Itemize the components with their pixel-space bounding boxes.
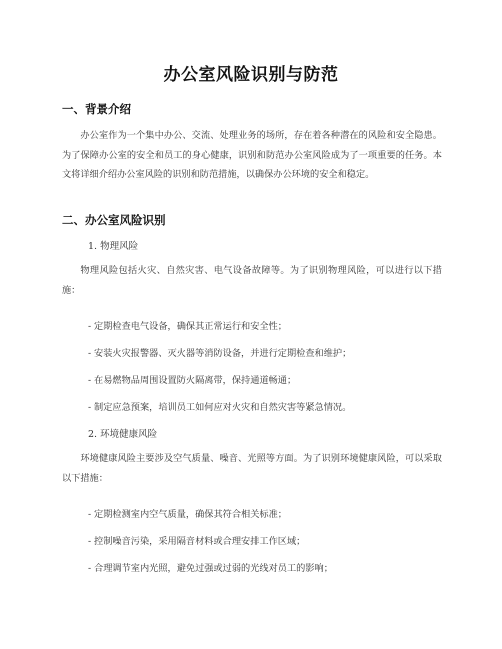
list-item: - 在易燃物品周围设置防火隔离带，保持通道畅通； bbox=[88, 375, 297, 386]
list-item: - 合理调节室内光照，避免过强或过弱的光线对员工的影响； bbox=[88, 563, 333, 574]
section-heading-background: 一、背景介绍 bbox=[62, 102, 131, 116]
background-paragraph: 办公室作为一个集中办公、交流、处理业务的场所，存在着各种潜在的风险和安全隐患。为了保障办公室的安全和员工的身心健康，识别和防范办公室风险成为了一项重要的任务。本文将详细介绍办公室风险的识别和防范措施，以确保办公环境的安全和稳定。 bbox=[62, 130, 442, 180]
list-item: - 定期检测室内空气质量，确保其符合相关标准； bbox=[88, 509, 287, 520]
subheading-environmental-health-risk: 2. 环境健康风险 bbox=[88, 429, 158, 440]
environmental-risk-paragraph: 环境健康风险主要涉及空气质量、噪音、光照等方面。为了识别环境健康风险，可以采取以下措施： bbox=[62, 453, 442, 484]
list-item: - 定期检查电气设备，确保其正常运行和安全性； bbox=[88, 321, 287, 332]
document-title: 办公室风险识别与防范 bbox=[163, 65, 339, 85]
physical-risk-paragraph: 物理风险包括火灾、自然灾害、电气设备故障等。为了识别物理风险，可以进行以下措施： bbox=[62, 265, 442, 296]
list-item: - 控制噪音污染，采用隔音材料或合理安排工作区域； bbox=[88, 536, 306, 547]
list-item: - 安装火灾报警器、灭火器等消防设备，并进行定期检查和维护； bbox=[88, 348, 352, 359]
section-heading-risk-identification: 二、办公室风险识别 bbox=[62, 213, 166, 227]
list-item: - 制定应急预案，培训员工如何应对火灾和自然灾害等紧急情况。 bbox=[88, 402, 352, 413]
subheading-physical-risk: 1. 物理风险 bbox=[88, 241, 139, 252]
